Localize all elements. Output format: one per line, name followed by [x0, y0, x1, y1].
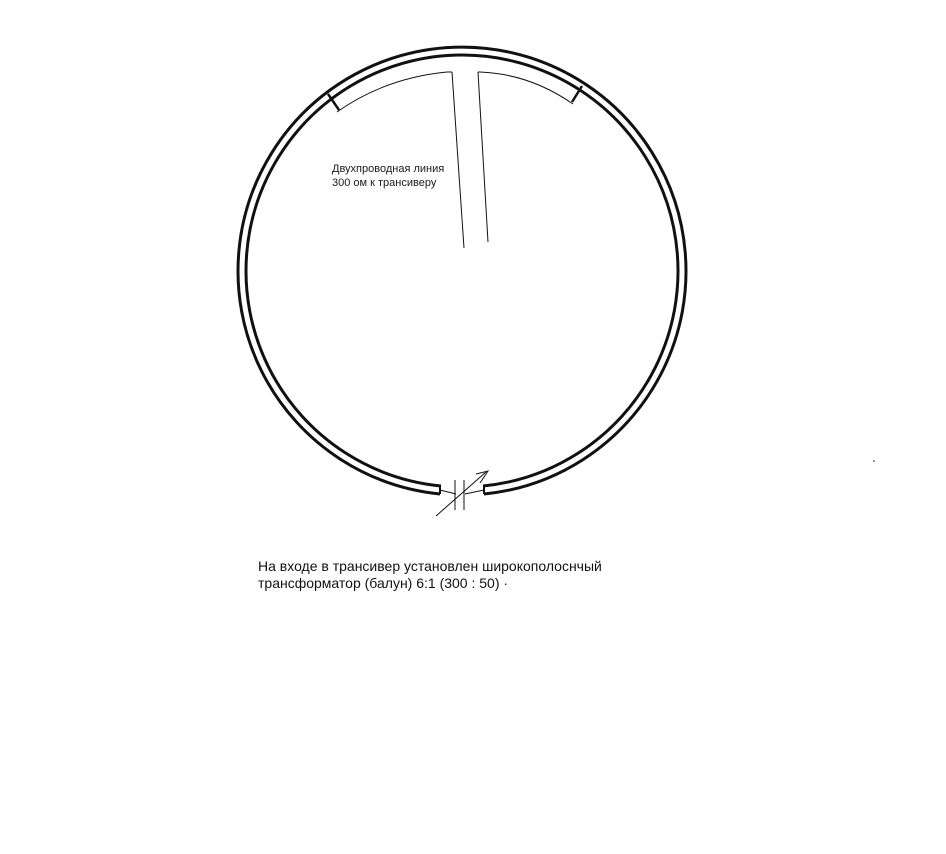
outer-loop-conductor: [238, 47, 686, 494]
coupling-arc-left: [337, 72, 447, 112]
capacitor-arrow-head: [476, 471, 488, 483]
two-wire-feedline: [447, 72, 488, 248]
variable-capacitor: [436, 471, 488, 516]
feedline-wire-left: [452, 72, 464, 248]
balun-note-line1: На входе в трансивер установлен широкополоснчый: [258, 558, 602, 574]
feedline-wire-right: [478, 72, 488, 242]
balun-note: [258, 558, 602, 592]
capacitor-tuning-arrow: [436, 472, 486, 516]
feedline-label-line1: Двухпроводная линия: [332, 163, 445, 175]
capacitor-lead-right: [465, 490, 484, 494]
stray-dot: [873, 460, 875, 462]
balun-note-line2: трансформатор (балун) 6:1 (300 : 50) ·: [258, 575, 509, 591]
outer-loop-inner-edge: [246, 55, 678, 486]
capacitor-lead-left: [440, 490, 456, 494]
outer-loop-outer-edge: [238, 47, 686, 494]
feedline-label-line2: 300 ом к трансиверу: [332, 177, 437, 189]
